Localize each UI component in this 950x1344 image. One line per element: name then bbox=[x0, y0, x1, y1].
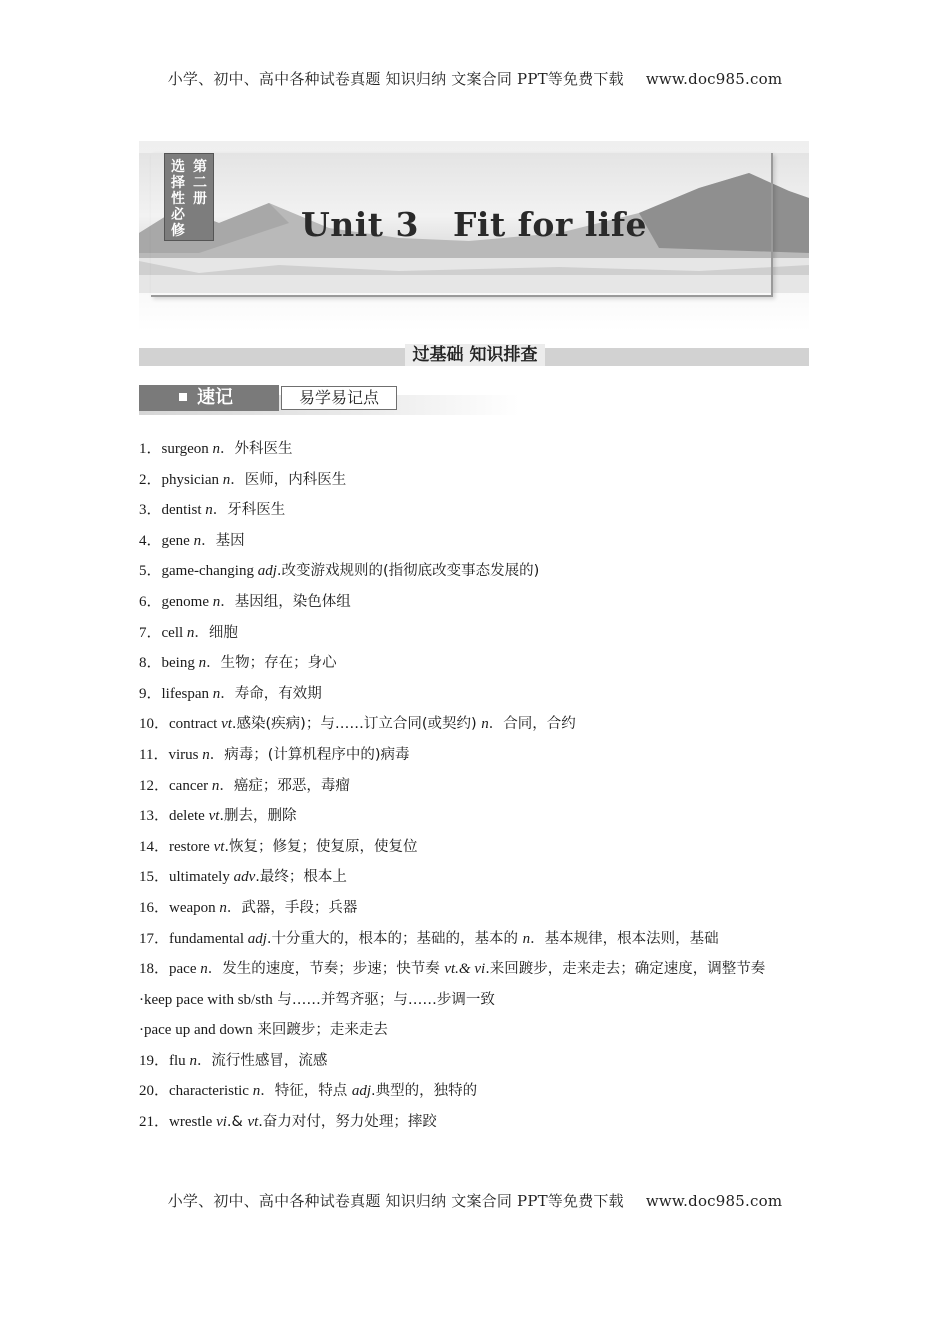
list-item: 10．contract vt.感染(疾病)；与……订立合同(或契约) n．合同，合约 bbox=[139, 716, 576, 733]
list-item: 15．ultimately adv.最终；根本上 bbox=[139, 869, 347, 886]
list-item: 3．dentist n．牙科医生 bbox=[139, 502, 286, 519]
unit-name: Fit for life bbox=[452, 205, 648, 244]
list-item: 20．characteristic n．特征，特点 adj.典型的，独特的 bbox=[139, 1083, 478, 1100]
unit-banner bbox=[139, 141, 809, 331]
unit-number: Unit 3 bbox=[300, 205, 419, 244]
page-header bbox=[0, 68, 950, 89]
header-ad-text: 小学、初中、高中各种试卷真题 知识归纳 文案合同 PPT等免费下载 bbox=[167, 70, 624, 88]
phrase-item: ·keep pace with sb/sth 与……并驾齐驱；与……步调一致 bbox=[139, 991, 495, 1008]
list-item: 2．physician n．医师，内科医生 bbox=[139, 471, 347, 488]
list-item: 18．pace n．发生的速度，节奏；步速；快节奏 vt.& vi.来回踱步，走来走去；确定速度，调整节奏 bbox=[139, 961, 766, 978]
unit-title bbox=[139, 205, 809, 244]
list-item: 7．cell n．细胞 bbox=[139, 624, 238, 641]
list-item: 6．genome n．基因组，染色体组 bbox=[139, 593, 351, 610]
list-item: 19．flu n．流行性感冒，流感 bbox=[139, 1052, 328, 1069]
list-item: 16．weapon n．武器，手段；兵器 bbox=[139, 899, 358, 916]
list-item: 17．fundamental adj.十分重大的，根本的；基础的，基本的 n．基本规律，根本法则，基础 bbox=[139, 930, 719, 947]
square-bullet-icon bbox=[179, 393, 187, 401]
list-item: 13．delete vt.删去，删除 bbox=[139, 808, 297, 825]
header-site-link[interactable]: www.doc985.com bbox=[645, 70, 783, 88]
quick-notes-heading bbox=[139, 385, 519, 415]
list-item: 1．surgeon n．外科医生 bbox=[139, 441, 293, 457]
easy-points-label: 易学易记点 bbox=[281, 386, 397, 410]
list-item: 12．cancer n．癌症；邪恶，毒瘤 bbox=[139, 777, 350, 794]
list-item: 9．lifespan n．寿命，有效期 bbox=[139, 685, 322, 702]
list-item: 14．restore vt.恢复；修复；使复原，使复位 bbox=[139, 838, 418, 855]
footer-ad-text: 小学、初中、高中各种试卷真题 知识归纳 文案合同 PPT等免费下载 bbox=[167, 1192, 624, 1210]
list-item: 5．game-changing adj.改变游戏规则的(指彻底改变事态发展的) bbox=[139, 563, 540, 580]
vocabulary-list bbox=[139, 434, 815, 1138]
book-tag-volume: 第二册 bbox=[193, 159, 207, 207]
list-item: 4．gene n．基因 bbox=[139, 532, 245, 549]
list-item: 11．virus n．病毒；(计算机程序中的)病毒 bbox=[139, 746, 410, 763]
list-item: 21．wrestle vi.& vt.奋力对付，努力处理；摔跤 bbox=[139, 1114, 437, 1131]
page-footer bbox=[0, 1190, 950, 1211]
list-item: 8．being n．生物；存在；身心 bbox=[139, 655, 337, 672]
footer-site-link[interactable]: www.doc985.com bbox=[645, 1192, 783, 1210]
quick-notes-label: 速记 bbox=[139, 385, 279, 411]
book-tag-series: 选择性必修 bbox=[171, 159, 185, 239]
section-title: 过基础 知识排查 bbox=[0, 340, 950, 365]
phrase-item: ·pace up and down 来回踱步；走来走去 bbox=[139, 1022, 388, 1039]
